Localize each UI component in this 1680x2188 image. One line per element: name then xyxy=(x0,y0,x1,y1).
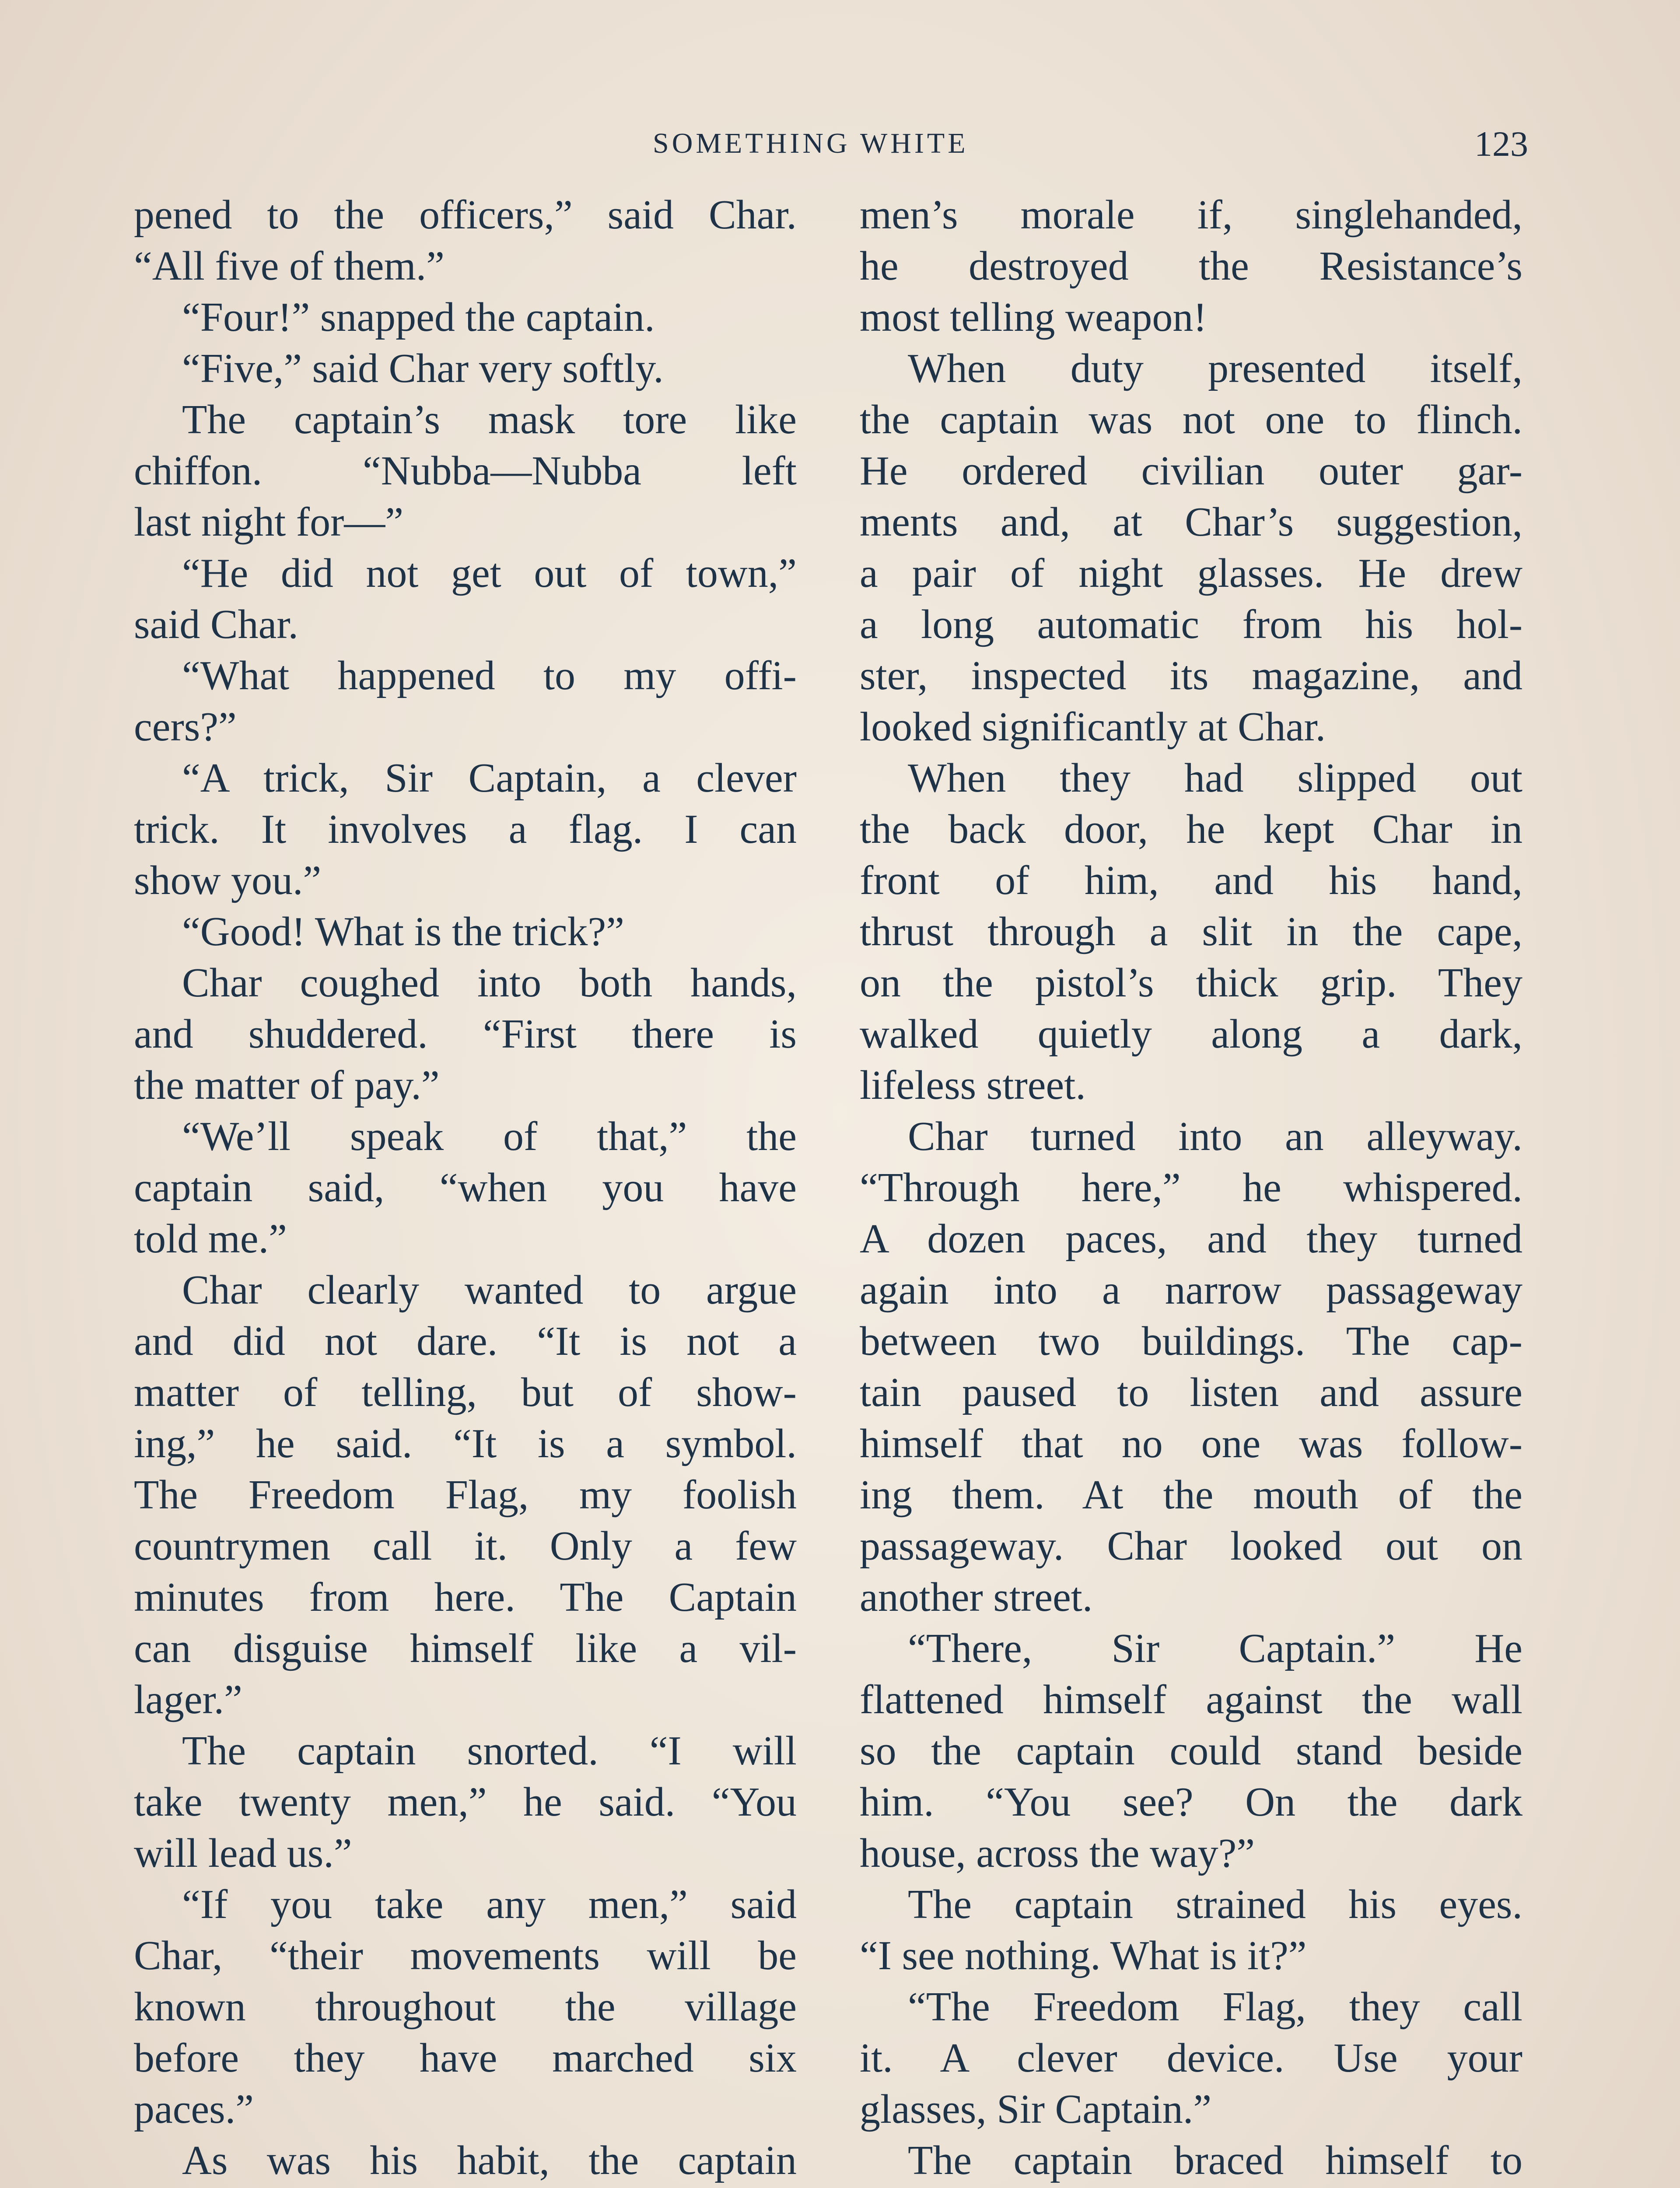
text-line: trick. It involves a flag. I can xyxy=(134,806,797,852)
running-title: SOMETHING WHITE xyxy=(653,127,969,159)
text-line: When they had slipped out xyxy=(908,755,1522,801)
text-line: the back door, he kept Char in xyxy=(860,806,1522,852)
text-line: the matter of pay.” xyxy=(134,1062,440,1108)
text-line: The captain strained his eyes. xyxy=(908,1882,1522,1927)
text-line: matter of telling, but of show- xyxy=(134,1370,797,1415)
text-line: The captain braced himself to xyxy=(908,2138,1522,2183)
text-line: ing them. At the mouth of the xyxy=(860,1472,1522,1518)
text-line: ments and, at Char’s suggestion, xyxy=(860,499,1522,545)
text-line: He ordered civilian outer gar- xyxy=(860,448,1522,494)
text-line: lifeless street. xyxy=(860,1062,1086,1108)
text-line xyxy=(860,2186,1522,2188)
text-line: As was his habit, the captain xyxy=(182,2138,797,2183)
text-line: another street. xyxy=(860,1574,1093,1620)
text-line: he destroyed the Resistance’s xyxy=(860,243,1522,289)
text-line: cers?” xyxy=(134,704,237,750)
text-line: “We’ll speak of that,” the xyxy=(182,1114,797,1159)
text-line: before they have marched six xyxy=(134,2035,797,2081)
text-line: front of him, and his hand, xyxy=(860,858,1522,903)
text-line: said Char. xyxy=(134,602,298,647)
text-line: “There, Sir Captain.” He xyxy=(908,1626,1522,1671)
text-line: will lead us.” xyxy=(134,1830,352,1876)
text-line: “All five of them.” xyxy=(134,243,444,289)
text-line: “A trick, Sir Captain, a clever xyxy=(182,755,797,801)
text-line: “If you take any men,” said xyxy=(182,1882,797,1927)
text-line: glasses, Sir Captain.” xyxy=(860,2086,1212,2132)
text-line: a long automatic from his hol- xyxy=(860,602,1522,647)
text-line: paces.” xyxy=(134,2086,254,2132)
text-line: “He did not get out of town,” xyxy=(182,551,797,596)
text-line xyxy=(134,2186,797,2188)
text-line: flattened himself against the wall xyxy=(860,1677,1522,1722)
text-line: The captain snorted. “I will xyxy=(182,1728,797,1774)
text-line: walked quietly along a dark, xyxy=(860,1011,1522,1057)
text-line: men’s morale if, singlehanded, xyxy=(860,192,1522,238)
text-line: last night for—” xyxy=(134,499,404,545)
text-line: so the captain could stand beside xyxy=(860,1728,1522,1774)
text-line: himself that no one was follow- xyxy=(860,1421,1522,1466)
text-line: captain said, “when you have xyxy=(134,1165,797,1210)
text-line: “Five,” said Char very softly. xyxy=(182,346,664,391)
text-line: “I see nothing. What is it?” xyxy=(860,1933,1307,1978)
text-line: a pair of night glasses. He drew xyxy=(860,551,1522,596)
text-line: take twenty men,” he said. “You xyxy=(134,1779,797,1825)
text-line: the captain was not one to flinch. xyxy=(860,397,1522,442)
text-line: can disguise himself like a vil- xyxy=(134,1626,797,1671)
text-line: him. “You see? On the dark xyxy=(860,1779,1522,1825)
text-line: Char turned into an alleyway. xyxy=(908,1114,1522,1159)
text-line: house, across the way?” xyxy=(860,1830,1255,1876)
text-line: most telling weapon! xyxy=(860,295,1207,340)
text-line: Char, “their movements will be xyxy=(134,1933,797,1978)
page-number: 123 xyxy=(1474,124,1528,164)
text-line: “Good! What is the trick?” xyxy=(182,909,625,954)
text-line: and did not dare. “It is not a xyxy=(134,1318,797,1364)
left-text-column xyxy=(134,189,797,2188)
text-line: ster, inspected its magazine, and xyxy=(860,653,1522,698)
text-line: “Four!” snapped the captain. xyxy=(182,295,655,340)
text-line: minutes from here. The Captain xyxy=(134,1574,797,1620)
text-line: countrymen call it. Only a few xyxy=(134,1523,797,1569)
text-line: pened to the officers,” said Char. xyxy=(134,192,797,238)
text-line: ing,” he said. “It is a symbol. xyxy=(134,1421,797,1466)
text-line: show you.” xyxy=(134,858,322,903)
text-line: “Through here,” he whispered. xyxy=(860,1165,1522,1210)
text-line: it. A clever device. Use your xyxy=(860,2035,1522,2081)
text-line: again into a narrow passageway xyxy=(860,1267,1522,1313)
text-line: chiffon. “Nubba—Nubba left xyxy=(134,448,797,494)
text-line: and shuddered. “First there is xyxy=(134,1011,797,1057)
text-line: The captain’s mask tore like xyxy=(182,397,797,442)
text-line: passageway. Char looked out on xyxy=(860,1523,1522,1569)
text-line: on the pistol’s thick grip. They xyxy=(860,960,1522,1006)
text-line: known throughout the village xyxy=(134,1984,797,2030)
text-line: “The Freedom Flag, they call xyxy=(908,1984,1522,2030)
text-line: Char clearly wanted to argue xyxy=(182,1267,797,1313)
text-line: “What happened to my offi- xyxy=(182,653,797,698)
right-text-column xyxy=(860,189,1522,2188)
text-line: looked significantly at Char. xyxy=(860,704,1326,750)
text-line: thrust through a slit in the cape, xyxy=(860,909,1522,954)
text-line: Char coughed into both hands, xyxy=(182,960,797,1006)
text-line: tain paused to listen and assure xyxy=(860,1370,1522,1415)
text-line: The Freedom Flag, my foolish xyxy=(134,1472,797,1518)
text-line: A dozen paces, and they turned xyxy=(860,1216,1522,1262)
text-line: between two buildings. The cap- xyxy=(860,1318,1522,1364)
text-line: lager.” xyxy=(134,1677,242,1722)
text-line: told me.” xyxy=(134,1216,287,1262)
text-line: When duty presented itself, xyxy=(908,346,1522,391)
